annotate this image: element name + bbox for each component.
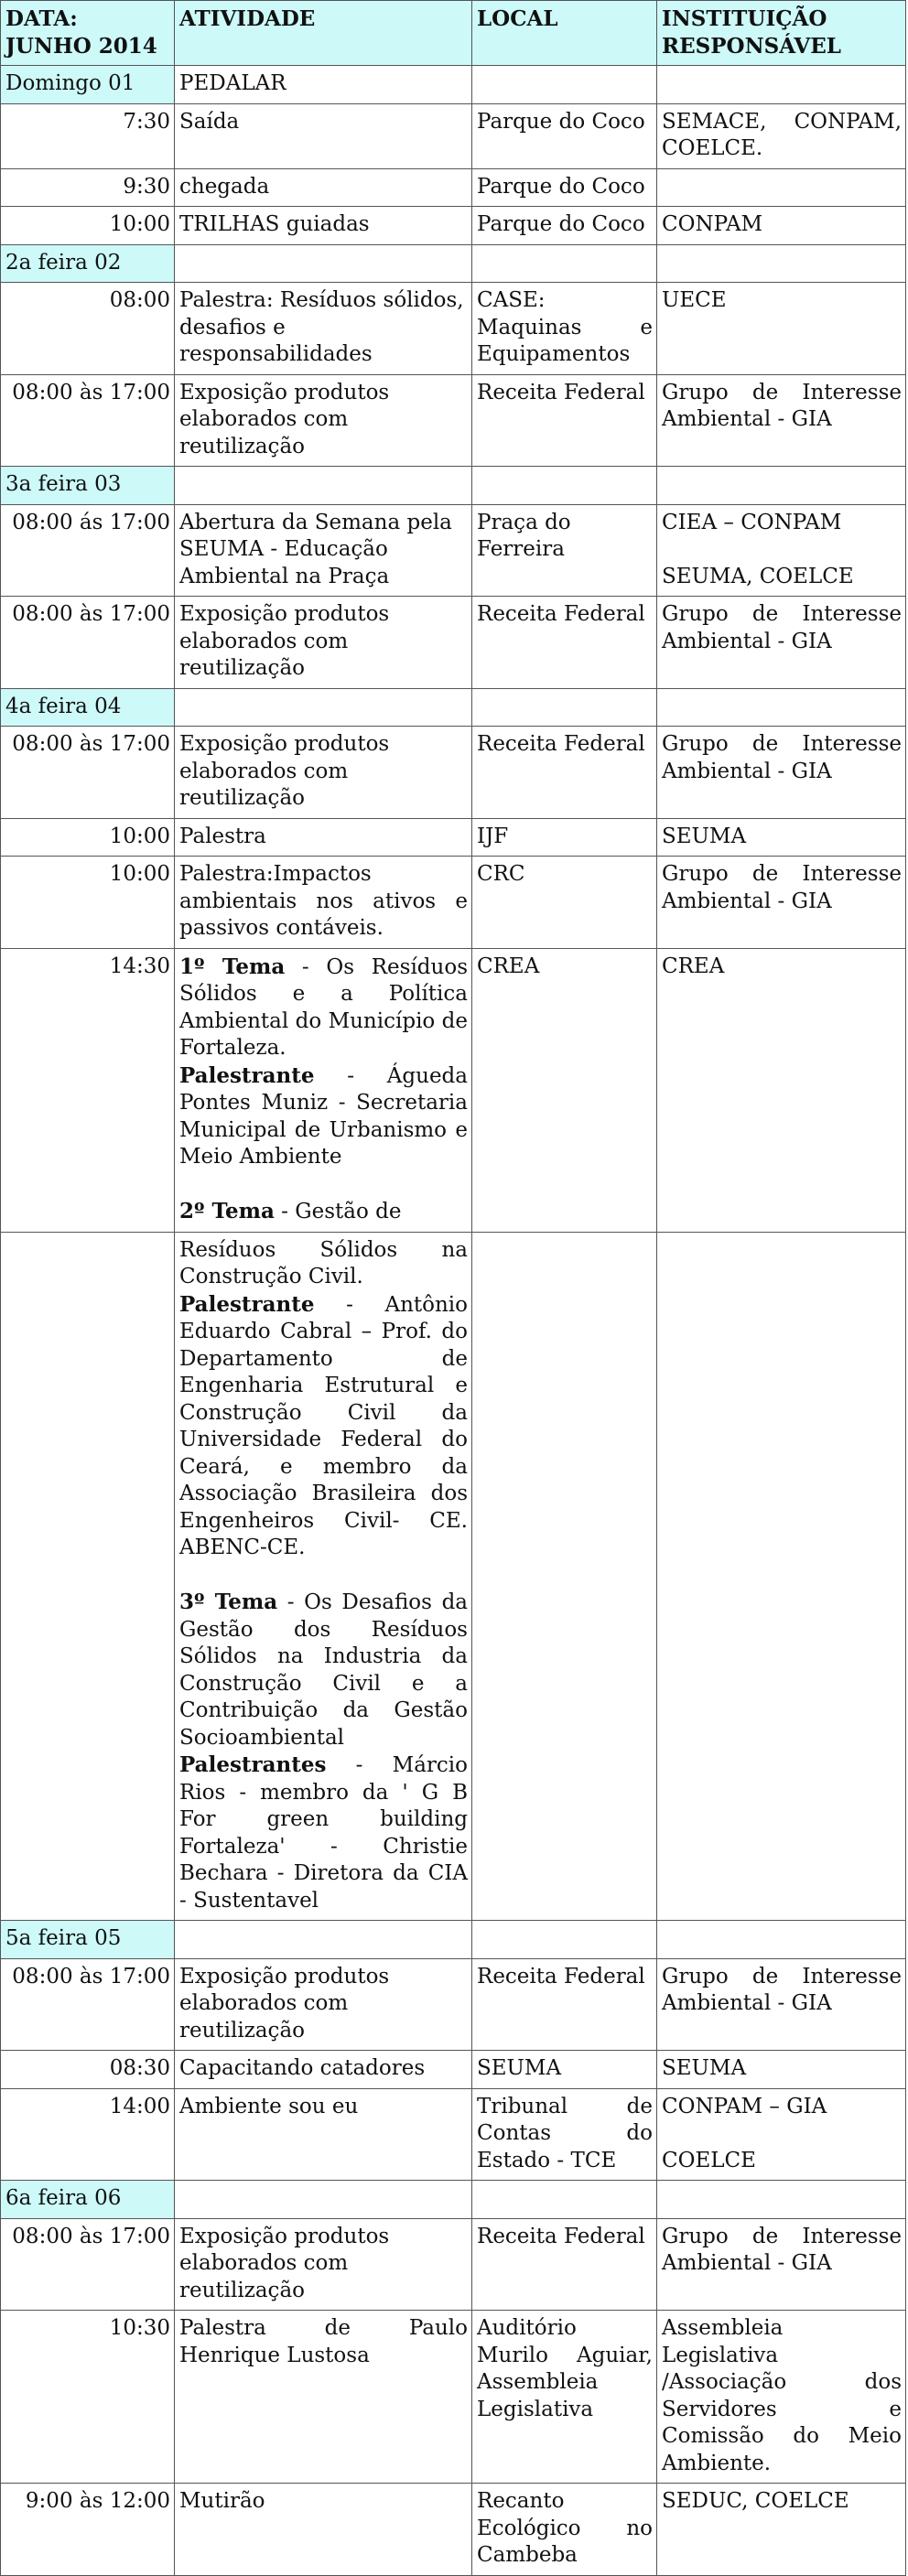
empty-cell [472, 66, 657, 104]
header-activity: ATIVIDADE [175, 1, 472, 66]
time-cell: 9:00 às 12:00 [1, 2484, 175, 2576]
table-row [1, 597, 906, 689]
empty-cell [1, 1232, 175, 1921]
time-cell: 7:30 [1, 103, 175, 168]
time-cell: 14:00 [1, 2088, 175, 2181]
theme-block [179, 1589, 468, 1751]
spacer [662, 536, 902, 564]
empty-cell [657, 66, 906, 104]
empty-cell [472, 1921, 657, 1959]
empty-cell [472, 467, 657, 505]
activity-cell: Palestra: Resíduos sólidos, desafios e responsabilidades [175, 283, 472, 375]
institution-cell [657, 504, 906, 597]
empty-cell [657, 2181, 906, 2219]
spacer [179, 1171, 468, 1199]
empty-cell [657, 688, 906, 727]
speaker-label: Palestrante [179, 1062, 315, 1088]
table-row [1, 374, 906, 467]
location-cell: Recanto Ecológico no Cambeba [472, 2484, 657, 2576]
activity-cell: Exposição produtos elaborados com reutilização [175, 597, 472, 689]
location-cell: Receita Federal [472, 597, 657, 689]
institution-cell: Grupo de Interesse Ambiental - GIA [657, 857, 906, 949]
institution-cell: SEUMA [657, 2051, 906, 2089]
time-cell: 08:00 às 17:00 [1, 1958, 175, 2051]
table-row [1, 2484, 906, 2576]
table-row [1, 2311, 906, 2484]
activity-cell: chegada [175, 168, 472, 207]
time-cell: 08:00 às 17:00 [1, 727, 175, 819]
time-cell: 08:00 às 17:00 [1, 597, 175, 689]
activity-cell: Saída [175, 103, 472, 168]
activity-cell [175, 1232, 472, 1921]
day-row [1, 2181, 906, 2219]
activity-cell: Abertura da Semana pela SEUMA - Educação Ambiental na Praça [175, 504, 472, 597]
day-label: 3a feira 03 [1, 467, 175, 505]
speaker-text: - Águeda Pontes Muniz - Secretaria Municipal de Urbanismo e Meio Ambiente [179, 1063, 468, 1169]
time-cell: 10:00 [1, 818, 175, 857]
institution-line: COELCE [662, 2148, 756, 2172]
table-row [1, 1958, 906, 2051]
activity-cell: Capacitando catadores [175, 2051, 472, 2089]
location-cell: CRC [472, 857, 657, 949]
table-row [1, 283, 906, 375]
speaker-text: - Márcio Rios - membro da ' G B For green building Fortaleza' - Christie Bechara - Diretora da CIA - Sustentavel [179, 1753, 468, 1913]
institution-cell: UECE [657, 283, 906, 375]
location-cell: Parque do Coco [472, 207, 657, 245]
activity-cell: Exposição produtos elaborados com reutilização [175, 727, 472, 819]
speaker-text: - Antônio Eduardo Cabral – Prof. do Departamento de Engenharia Estrutural e Construção Civil da Universidade Federal do Ceará, e membro da Associação Brasileira dos Engenheiros Civil- CE. ABENC-CE. [179, 1292, 468, 1559]
empty-cell [472, 1232, 657, 1921]
table-row [1, 504, 906, 597]
activity-cell: Ambiente sou eu [175, 2088, 472, 2181]
location-cell: Auditório Murilo Aguiar, Assembleia Legislativa [472, 2311, 657, 2484]
table-row-crea-part2 [1, 1232, 906, 1921]
theme-text: Resíduos Sólidos na Construção Civil. [179, 1237, 468, 1288]
empty-cell [472, 244, 657, 283]
time-cell: 9:30 [1, 168, 175, 207]
table-row [1, 168, 906, 207]
location-cell: Tribunal de Contas do Estado - TCE [472, 2088, 657, 2181]
institution-cell: Grupo de Interesse Ambiental - GIA [657, 727, 906, 819]
theme-text: - Os Resíduos Sólidos e a Política Ambiental do Município de Fortaleza. [179, 954, 468, 1060]
institution-line: SEUMA, COELCE [662, 564, 854, 588]
activity-cell: Exposição produtos elaborados com reutilização [175, 2218, 472, 2311]
table-row [1, 103, 906, 168]
activity-cell: Palestra:Impactos ambientais nos ativos e passivos contáveis. [175, 857, 472, 949]
institution-cell: Grupo de Interesse Ambiental - GIA [657, 2218, 906, 2311]
institution-cell: CREA [657, 948, 906, 1232]
day-row [1, 688, 906, 727]
institution-line: CONPAM – GIA [662, 2094, 827, 2118]
location-cell: Parque do Coco [472, 168, 657, 207]
institution-cell: SEUMA [657, 818, 906, 857]
time-cell: 08:30 [1, 2051, 175, 2089]
activity-cell: Mutirão [175, 2484, 472, 2576]
header-institution: INSTITUIÇÃO RESPONSÁVEL [657, 1, 906, 66]
institution-cell [657, 2088, 906, 2181]
table-row [1, 818, 906, 857]
day-row [1, 1921, 906, 1959]
location-cell: CASE: Maquinas e Equipamentos [472, 283, 657, 375]
speaker-label: Palestrante [179, 1291, 315, 1317]
day-label: Domingo 01 [1, 66, 175, 104]
table-row [1, 857, 906, 949]
theme-label: 2º Tema [179, 1199, 275, 1223]
institution-cell: Grupo de Interesse Ambiental - GIA [657, 597, 906, 689]
day-title: PEDALAR [175, 66, 472, 104]
header-location: LOCAL [472, 1, 657, 66]
day-row [1, 244, 906, 283]
institution-line: CIEA – CONPAM [662, 510, 842, 534]
empty-cell [657, 1921, 906, 1959]
day-label: 5a feira 05 [1, 1921, 175, 1959]
activity-cell: Exposição produtos elaborados com reutilização [175, 1958, 472, 2051]
location-cell: IJF [472, 818, 657, 857]
day-row [1, 467, 906, 505]
empty-cell [175, 688, 472, 727]
table-row [1, 2051, 906, 2089]
institution-cell: Grupo de Interesse Ambiental - GIA [657, 374, 906, 467]
empty-cell [657, 467, 906, 505]
empty-cell [175, 244, 472, 283]
empty-cell [472, 688, 657, 727]
speaker-block [179, 1291, 468, 1562]
institution-cell: SEDUC, COELCE [657, 2484, 906, 2576]
day-label: 4a feira 04 [1, 688, 175, 727]
theme-text: - Gestão de [274, 1200, 402, 1223]
location-cell: Receita Federal [472, 1958, 657, 2051]
theme-label: 1º Tema [179, 954, 286, 979]
table-header-row [1, 1, 906, 66]
empty-cell [175, 467, 472, 505]
institution-cell: Grupo de Interesse Ambiental - GIA [657, 1958, 906, 2051]
time-cell: 08:00 [1, 283, 175, 375]
table-row [1, 2218, 906, 2311]
location-cell: Parque do Coco [472, 103, 657, 168]
time-cell: 08:00 às 17:00 [1, 374, 175, 467]
spacer [662, 2120, 902, 2148]
time-cell: 08:00 ás 17:00 [1, 504, 175, 597]
speaker-block [179, 1062, 468, 1171]
location-cell: CREA [472, 948, 657, 1232]
theme-label: 3º Tema [179, 1590, 278, 1614]
empty-cell [175, 1921, 472, 1959]
location-cell: Receita Federal [472, 2218, 657, 2311]
location-cell: Praça do Ferreira [472, 504, 657, 597]
location-cell: Receita Federal [472, 374, 657, 467]
activity-cell [175, 948, 472, 1232]
time-cell: 10:00 [1, 857, 175, 949]
time-cell: 10:30 [1, 2311, 175, 2484]
activity-cell: TRILHAS guiadas [175, 207, 472, 245]
institution-cell: Assembleia Legislativa /Associação dos Servidores e Comissão do Meio Ambiente. [657, 2311, 906, 2484]
activity-cell: Palestra [175, 818, 472, 857]
speaker-label: Palestrantes [179, 1752, 327, 1777]
location-cell: Receita Federal [472, 727, 657, 819]
institution-cell: SEMACE, CONPAM, COELCE. [657, 103, 906, 168]
location-cell: SEUMA [472, 2051, 657, 2089]
institution-cell [657, 168, 906, 207]
spacer [179, 1562, 468, 1590]
theme-text: - Os Desafios da Gestão dos Resíduos Sólidos na Industria da Construção Civil e a Contribuição da Gestão Socioambiental [179, 1590, 469, 1750]
speaker-block [179, 1751, 468, 1914]
time-cell: 10:00 [1, 207, 175, 245]
table-row [1, 727, 906, 819]
empty-cell [472, 2181, 657, 2219]
activity-cell: Palestra de Paulo Henrique Lustosa [175, 2311, 472, 2484]
empty-cell [175, 2181, 472, 2219]
activity-cell: Exposição produtos elaborados com reutilização [175, 374, 472, 467]
empty-cell [657, 1232, 906, 1921]
empty-cell [657, 244, 906, 283]
time-cell: 08:00 às 17:00 [1, 2218, 175, 2311]
day-row [1, 66, 906, 104]
header-date: DATA: JUNHO 2014 [1, 1, 175, 66]
table-row [1, 2088, 906, 2181]
table-row-crea-part1 [1, 948, 906, 1232]
institution-cell: CONPAM [657, 207, 906, 245]
day-label: 6a feira 06 [1, 2181, 175, 2219]
theme-block [179, 1198, 468, 1226]
time-cell: 14:30 [1, 948, 175, 1232]
table-row [1, 207, 906, 245]
day-label: 2a feira 02 [1, 244, 175, 283]
